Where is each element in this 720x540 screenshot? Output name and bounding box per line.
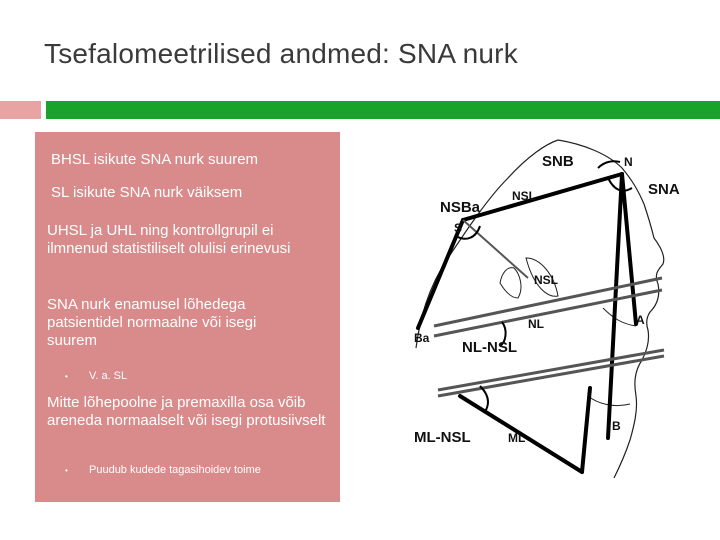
nl-line-upper <box>434 290 662 336</box>
slide-title: Tsefalomeetrilised andmed: SNA nurk <box>44 38 518 69</box>
label-ml: ML <box>508 431 526 445</box>
label-sna: SNA <box>648 181 680 198</box>
accent-bar-pink <box>0 101 41 119</box>
label-s: S <box>454 221 463 235</box>
label-n: N <box>624 155 633 169</box>
n-a-line <box>622 174 636 324</box>
sub-bullet-marker: • <box>65 372 68 381</box>
bullet-bhsl: BHSL isikute SNA nurk suurem <box>51 151 259 168</box>
nsl-line-lower-2 <box>438 350 664 390</box>
bullet-premaxilla: Mitte lõhepoolne ja premaxilla osa võib areneda normaalselt või isegi protusiivselt <box>47 394 326 429</box>
ramus-line <box>582 388 590 472</box>
cephalometric-diagram <box>408 138 720 478</box>
label-b: B <box>612 419 621 433</box>
sub-bullet-text: V. a. SL <box>89 370 128 382</box>
bullet-sl: SL isikute SNA nurk väiksem <box>51 184 243 201</box>
bullet-panel <box>35 132 340 502</box>
label-nl: NL <box>528 317 544 331</box>
s-line <box>463 220 528 278</box>
nsl-line <box>463 174 622 220</box>
label-nsl-top: NSL <box>512 189 536 203</box>
sub-bullet-tissue <box>65 463 325 478</box>
label-nsl-mid: NSL <box>534 273 558 287</box>
bullet-uhsl: UHSL ja UHL ning kontrollgrupil ei ilmnenud statistiliselt olulisi erinevusi <box>47 222 291 257</box>
label-snb: SNB <box>542 153 574 170</box>
sub-bullet-sl <box>65 369 315 384</box>
nsl-line-lower <box>438 356 664 396</box>
snb-arc <box>598 161 620 168</box>
sub-bullet-text: Puudub kudede tagasihoidev toime <box>89 464 261 476</box>
sub-bullet-marker: • <box>65 466 68 475</box>
label-ba: Ba <box>414 331 430 345</box>
label-a: A <box>636 313 645 327</box>
bullet-sna-normal: SNA nurk enamusel lõhedega patsientidel normaalne või isegi suurem <box>47 296 257 349</box>
label-nl-nsl: NL-NSL <box>462 339 517 356</box>
label-nsba: NSBa <box>440 199 481 216</box>
accent-bar-green <box>46 101 720 119</box>
label-ml-nsl: ML-NSL <box>414 429 471 446</box>
n-b-line <box>608 174 622 438</box>
